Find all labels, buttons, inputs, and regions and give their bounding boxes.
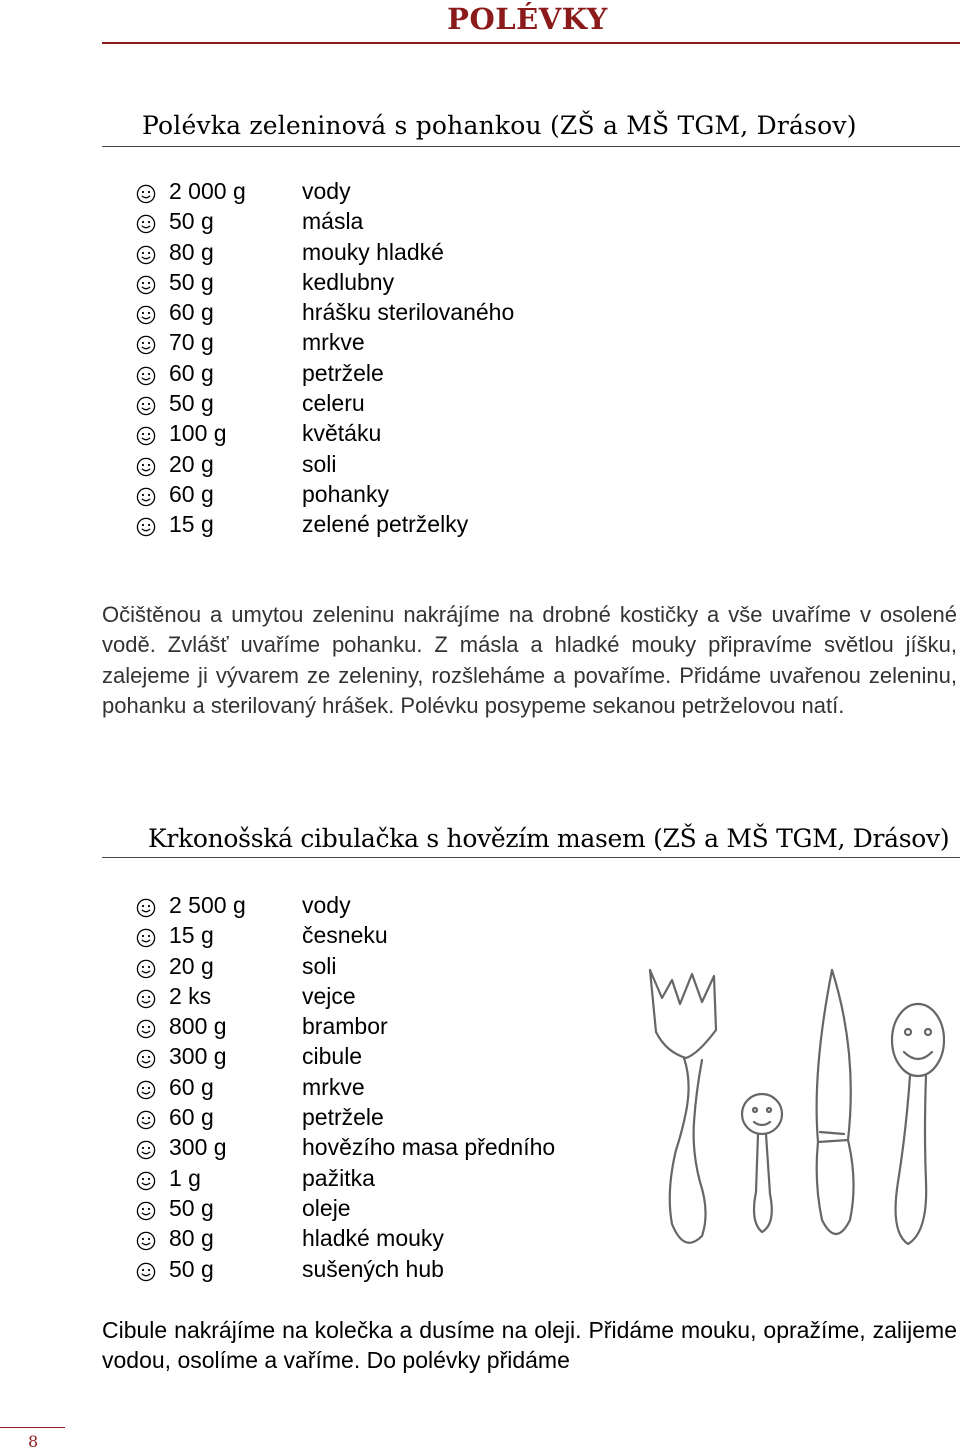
recipe-2-title-divider xyxy=(102,857,960,858)
header-divider xyxy=(102,42,960,44)
ingredient-name: mrkve xyxy=(302,1073,365,1100)
cutlery-drawing xyxy=(636,962,946,1262)
ingredient-quantity: 80 g xyxy=(169,1225,214,1252)
ingredient-quantity: 60 g xyxy=(169,1073,214,1100)
ingredient-quantity: 70 g xyxy=(169,329,214,356)
ingredient-row xyxy=(136,1011,656,1041)
ingredient-name: kedlubny xyxy=(302,268,395,295)
ingredient-name: sušených hub xyxy=(302,1255,444,1282)
smiley-icon xyxy=(136,956,156,976)
ingredient-quantity: 20 g xyxy=(169,952,214,979)
ingredient-row xyxy=(136,1041,656,1071)
ingredient-row xyxy=(136,890,656,920)
ingredient-name: vody xyxy=(302,178,351,204)
ingredient-row xyxy=(136,1072,656,1102)
ingredient-quantity: 50 g xyxy=(169,1255,214,1282)
ingredient-quantity: 2 500 g xyxy=(169,892,246,918)
ingredient-row xyxy=(136,1102,656,1132)
smiley-icon xyxy=(136,1137,156,1157)
ingredient-name: oleje xyxy=(302,1194,351,1221)
ingredient-row xyxy=(136,509,656,539)
ingredient-name: mrkve xyxy=(302,329,365,356)
ingredient-row xyxy=(136,418,656,448)
smiley-icon xyxy=(136,514,156,534)
fork-drawing xyxy=(650,970,716,1243)
recipe-1-ingredients xyxy=(136,176,656,540)
recipe-1-method: Očištěnou a umytou zeleninu nakrájíme na drobné kostičky a vše uvaříme v osolené vodě. Zvlášť uvaříme pohanku. Z másla a hladké mouky připravíme světlou jíšku, zalejeme ji vývarem ze zeleniny, rozšleháme a povaříme. Přidáme uvařenou zeleninu, pohanku a sterilovaný hrášek. Polévku posypeme sekanou petrželovou natí. xyxy=(102,602,957,718)
ingredient-quantity: 2 ks xyxy=(169,982,212,1009)
footer-divider xyxy=(0,1427,65,1428)
recipe-1-title: Polévka zeleninová s pohankou (ZŠ a MŠ TGM, Drásov) xyxy=(142,111,857,140)
ingredient-quantity: 100 g xyxy=(169,420,227,447)
smiley-icon xyxy=(136,1046,156,1066)
ingredient-row xyxy=(136,1254,656,1284)
page-header-title: POLÉVKY xyxy=(447,2,608,36)
ingredient-name: celeru xyxy=(302,390,365,417)
smiley-icon xyxy=(136,484,156,504)
ingredient-row xyxy=(136,297,656,327)
smiley-icon xyxy=(136,1228,156,1248)
smiley-icon xyxy=(136,211,156,231)
smiley-icon xyxy=(136,986,156,1006)
recipe-2-ingredients xyxy=(136,890,656,1284)
knife-drawing xyxy=(817,970,854,1234)
large-spoon-drawing xyxy=(892,1004,944,1244)
ingredient-name: másla xyxy=(302,208,364,235)
ingredient-row xyxy=(136,176,656,206)
ingredient-row xyxy=(136,449,656,479)
smiley-icon xyxy=(136,423,156,443)
ingredient-row xyxy=(136,267,656,297)
ingredient-name: květáku xyxy=(302,420,382,447)
ingredient-row xyxy=(136,1193,656,1223)
ingredient-row xyxy=(136,479,656,509)
smiley-icon xyxy=(136,393,156,413)
smiley-icon xyxy=(136,1259,156,1279)
ingredient-row xyxy=(136,327,656,357)
ingredient-name: pažitka xyxy=(302,1164,375,1191)
ingredient-row xyxy=(136,951,656,981)
ingredient-name: mouky hladké xyxy=(302,238,444,265)
ingredient-name: hladké mouky xyxy=(302,1225,444,1252)
ingredient-name: soli xyxy=(302,952,337,979)
smiley-icon xyxy=(136,1077,156,1097)
ingredient-name: petržele xyxy=(302,359,384,386)
ingredient-quantity: 300 g xyxy=(169,1043,227,1070)
ingredient-name: vejce xyxy=(302,982,356,1009)
ingredient-row xyxy=(136,1223,656,1253)
smiley-icon xyxy=(136,1016,156,1036)
ingredient-row xyxy=(136,237,656,267)
ingredient-quantity: 80 g xyxy=(169,238,214,265)
ingredient-name: soli xyxy=(302,450,337,477)
ingredient-row xyxy=(136,206,656,236)
ingredient-quantity: 800 g xyxy=(169,1013,227,1040)
recipe-1-title-divider xyxy=(102,146,960,147)
ingredient-quantity: 15 g xyxy=(169,511,214,538)
ingredient-quantity: 60 g xyxy=(169,359,214,386)
ingredient-name: hrášku sterilovaného xyxy=(302,299,515,326)
ingredient-row xyxy=(136,388,656,418)
ingredient-quantity: 2 000 g xyxy=(169,178,246,204)
ingredient-quantity: 20 g xyxy=(169,450,214,477)
ingredient-row xyxy=(136,1163,656,1193)
ingredient-name: brambor xyxy=(302,1013,388,1040)
smiley-icon xyxy=(136,242,156,262)
smiley-icon xyxy=(136,363,156,383)
ingredient-name: hovězího masa předního xyxy=(302,1134,556,1161)
smiley-icon xyxy=(136,1107,156,1127)
smiley-icon xyxy=(136,925,156,945)
ingredient-quantity: 60 g xyxy=(169,1104,214,1131)
ingredient-quantity: 50 g xyxy=(169,208,214,235)
ingredient-row xyxy=(136,1132,656,1162)
ingredient-row xyxy=(136,920,656,950)
ingredient-name: pohanky xyxy=(302,480,389,507)
ingredient-quantity: 60 g xyxy=(169,480,214,507)
recipe-2-method: Cibule nakrájíme na kolečka a dusíme na oleji. Přidáme mouku, opražíme, zalijeme vodou, osolíme a vaříme. Do polévky přidáme xyxy=(102,1317,957,1374)
smiley-icon xyxy=(136,1198,156,1218)
ingredient-quantity: 60 g xyxy=(169,299,214,326)
ingredient-quantity: 50 g xyxy=(169,268,214,295)
smiley-icon xyxy=(136,454,156,474)
ingredient-name: zelené petrželky xyxy=(302,511,469,538)
ingredient-row xyxy=(136,358,656,388)
ingredient-quantity: 1 g xyxy=(169,1164,201,1191)
recipe-2-title: Krkonošská cibulačka s hovězím masem (ZŠ a MŠ TGM, Drásov) xyxy=(148,824,950,853)
smiley-icon xyxy=(136,332,156,352)
ingredient-name: cibule xyxy=(302,1043,363,1070)
ingredient-name: petržele xyxy=(302,1104,384,1131)
ingredient-quantity: 50 g xyxy=(169,390,214,417)
smiley-icon xyxy=(136,302,156,322)
ingredient-row xyxy=(136,981,656,1011)
smiley-icon xyxy=(136,1168,156,1188)
smiley-icon xyxy=(136,181,156,201)
page-number: 8 xyxy=(28,1432,39,1451)
ingredient-name: vody xyxy=(302,892,351,918)
ingredient-name: česneku xyxy=(302,922,388,949)
smiley-icon xyxy=(136,272,156,292)
smiley-icon xyxy=(136,895,156,915)
ingredient-quantity: 15 g xyxy=(169,922,214,949)
small-spoon-drawing xyxy=(742,1094,782,1232)
ingredient-quantity: 50 g xyxy=(169,1194,214,1221)
ingredient-quantity: 300 g xyxy=(169,1134,227,1161)
